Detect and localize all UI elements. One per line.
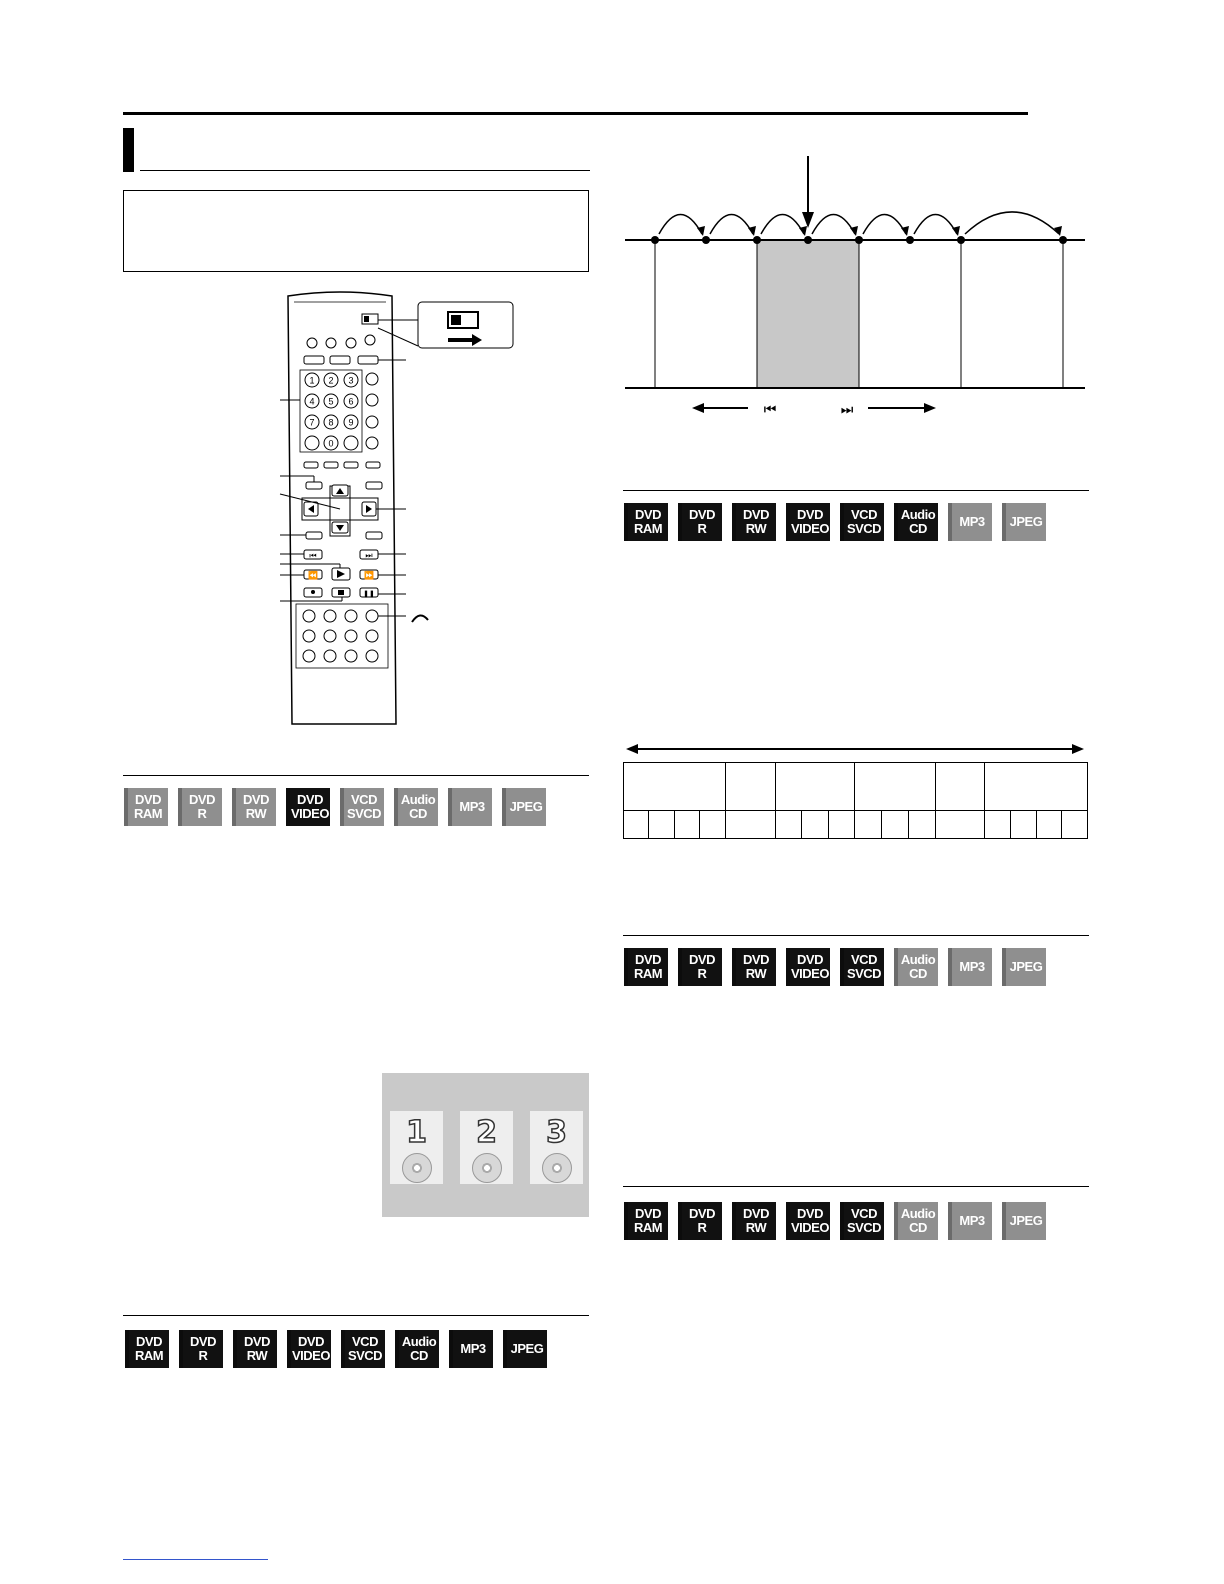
badge-label: R bbox=[197, 806, 207, 821]
skip-back-icon: ⏮ bbox=[763, 402, 777, 418]
function-button bbox=[303, 630, 315, 642]
function-button bbox=[303, 610, 315, 622]
badge-row-left-top bbox=[124, 788, 546, 826]
disc-card-2 bbox=[460, 1111, 513, 1184]
badge-label: VCD bbox=[851, 952, 877, 967]
skip-arc bbox=[812, 215, 855, 235]
badge-audio-cd bbox=[395, 1330, 439, 1368]
badge-label: RAM bbox=[633, 966, 663, 981]
badge-label: RW bbox=[745, 1220, 767, 1235]
chapter-cell bbox=[1062, 811, 1088, 839]
keypad-label: 0 bbox=[328, 438, 334, 449]
badge-label: CD bbox=[410, 1348, 428, 1363]
badge-label: MP3 bbox=[959, 959, 985, 974]
chapter-cell bbox=[1036, 811, 1062, 839]
structure-span-arrow bbox=[622, 740, 1088, 758]
badge-label: CD bbox=[909, 521, 927, 536]
badge-label: RAM bbox=[134, 1348, 164, 1363]
badge-label: JPEG bbox=[510, 1341, 544, 1356]
chapter-point bbox=[753, 236, 761, 244]
chapter-cell bbox=[828, 811, 855, 839]
keypad-button bbox=[344, 436, 358, 450]
chapter-cell bbox=[882, 811, 909, 839]
badge-dvd-r bbox=[678, 503, 722, 541]
badge-label: DVD bbox=[635, 1206, 661, 1221]
badge-audio-cd bbox=[394, 788, 438, 826]
badge-dvd-rw bbox=[732, 948, 776, 986]
chapter-cell bbox=[802, 811, 829, 839]
badge-label: DVD bbox=[689, 507, 715, 522]
pause-icon: ❚❚ bbox=[363, 590, 375, 598]
chapter-point bbox=[906, 236, 914, 244]
badge-dvd-rw bbox=[732, 503, 776, 541]
badge-audio-cd bbox=[894, 503, 938, 541]
badge-label: JPEG bbox=[1009, 959, 1043, 974]
badge-label: RW bbox=[246, 1348, 268, 1363]
chapter-cell bbox=[985, 811, 1011, 839]
badge-label: DVD bbox=[797, 952, 823, 967]
chapter-cell bbox=[674, 811, 699, 839]
badge-label: R bbox=[198, 1348, 208, 1363]
badge-label: DVD bbox=[743, 952, 769, 967]
badge-label: Audio bbox=[401, 1334, 437, 1349]
badge-label: VIDEO bbox=[791, 1220, 829, 1235]
badge-label: DVD bbox=[797, 1206, 823, 1221]
next-icon: ⏭ bbox=[365, 551, 373, 560]
function-button bbox=[303, 650, 315, 662]
skip-arc bbox=[863, 215, 906, 235]
function-button bbox=[366, 650, 378, 662]
badge-row-right-1 bbox=[624, 503, 1046, 541]
badge-label: MP3 bbox=[460, 1341, 486, 1356]
badge-label: JPEG bbox=[1009, 1213, 1043, 1228]
badge-dvd-rw bbox=[233, 1330, 277, 1368]
right-divider-1 bbox=[623, 490, 1089, 491]
badge-dvd-video bbox=[287, 1330, 331, 1368]
keypad-label: 7 bbox=[309, 417, 315, 428]
badge-dvd-ram bbox=[624, 503, 668, 541]
badge-label: SVCD bbox=[846, 1220, 882, 1235]
badge-dvd-r bbox=[179, 1330, 223, 1368]
skip-arc bbox=[761, 215, 804, 235]
skip-arc bbox=[965, 212, 1059, 234]
badge-row-right-3 bbox=[624, 1202, 1046, 1240]
function-button bbox=[345, 650, 357, 662]
badge-label: RW bbox=[745, 521, 767, 536]
chapter-cell bbox=[725, 811, 775, 839]
badge-label: Audio bbox=[900, 952, 936, 967]
keypad-label: 8 bbox=[328, 417, 334, 428]
chapter-cell bbox=[700, 811, 725, 839]
badge-vcd-svcd bbox=[840, 948, 884, 986]
keypad-label: 4 bbox=[309, 396, 315, 407]
section-heading-rule bbox=[140, 170, 590, 171]
disc-number: 3 bbox=[546, 1115, 567, 1150]
badge-vcd-svcd bbox=[840, 1202, 884, 1240]
badge-vcd-svcd bbox=[341, 1330, 385, 1368]
badge-label: DVD bbox=[797, 507, 823, 522]
badge-jpeg bbox=[503, 1330, 547, 1368]
chapter-cell bbox=[909, 811, 936, 839]
badge-jpeg bbox=[1002, 1202, 1046, 1240]
fast-forward-icon: ⏩ bbox=[364, 571, 374, 580]
chapter-cell bbox=[624, 811, 649, 839]
chapter-skip-diagram bbox=[620, 150, 1090, 425]
keypad-label: 1 bbox=[309, 375, 315, 386]
badge-label: DVD bbox=[743, 1206, 769, 1221]
badge-label: JPEG bbox=[509, 799, 543, 814]
badge-label: VIDEO bbox=[292, 1348, 330, 1363]
keypad-button bbox=[305, 436, 319, 450]
badge-label: VIDEO bbox=[291, 806, 329, 821]
badge-label: DVD bbox=[689, 952, 715, 967]
section-heading-marker bbox=[123, 128, 134, 172]
disc-card-1 bbox=[390, 1111, 443, 1184]
badge-label: DVD bbox=[136, 1334, 162, 1349]
chapter-cell bbox=[775, 811, 802, 839]
title-cell bbox=[985, 763, 1088, 811]
badge-label: MP3 bbox=[959, 514, 985, 529]
badge-label: SVCD bbox=[846, 966, 882, 981]
badge-dvd-r bbox=[678, 948, 722, 986]
title-cell bbox=[725, 763, 775, 811]
remote-control-illustration bbox=[270, 288, 520, 730]
chapter-point bbox=[651, 236, 659, 244]
chapter-cell bbox=[936, 811, 985, 839]
badge-label: JPEG bbox=[1009, 514, 1043, 529]
badge-jpeg bbox=[502, 788, 546, 826]
disc-number: 1 bbox=[406, 1115, 427, 1150]
record-icon bbox=[311, 590, 315, 594]
badge-label: RAM bbox=[633, 1220, 663, 1235]
badge-label: VCD bbox=[352, 1334, 378, 1349]
badge-label: CD bbox=[909, 966, 927, 981]
badge-label: DVD bbox=[135, 792, 161, 807]
badge-dvd-ram bbox=[624, 1202, 668, 1240]
badge-label: SVCD bbox=[346, 806, 382, 821]
disc-menu-panel bbox=[382, 1073, 589, 1217]
title-cell bbox=[855, 763, 936, 811]
keypad-label: 3 bbox=[348, 375, 354, 386]
badge-mp3 bbox=[948, 503, 992, 541]
badge-label: VCD bbox=[351, 792, 377, 807]
badge-dvd-video bbox=[786, 948, 830, 986]
badge-jpeg bbox=[1002, 948, 1046, 986]
function-button bbox=[324, 610, 336, 622]
chapter-cell bbox=[649, 811, 674, 839]
function-button bbox=[345, 630, 357, 642]
badge-label: VIDEO bbox=[791, 966, 829, 981]
badge-dvd-ram bbox=[624, 948, 668, 986]
badge-label: VCD bbox=[851, 507, 877, 522]
keypad-label: 5 bbox=[328, 396, 334, 407]
skip-forward-icon: ⏭ bbox=[840, 402, 854, 418]
skip-arc bbox=[914, 215, 957, 235]
badge-label: RW bbox=[745, 966, 767, 981]
chapter-point bbox=[1059, 236, 1067, 244]
disc-icon bbox=[472, 1153, 502, 1183]
badge-label: DVD bbox=[298, 1334, 324, 1349]
chapter-point bbox=[804, 236, 812, 244]
badge-label: DVD bbox=[244, 1334, 270, 1349]
previous-icon: ⏮ bbox=[309, 551, 317, 560]
badge-dvd-video bbox=[786, 503, 830, 541]
left-divider-2 bbox=[123, 1315, 589, 1316]
badge-label: Audio bbox=[900, 507, 936, 522]
instruction-box bbox=[123, 190, 589, 272]
function-button bbox=[366, 610, 378, 622]
badge-mp3 bbox=[948, 948, 992, 986]
function-button bbox=[324, 630, 336, 642]
badge-vcd-svcd bbox=[840, 503, 884, 541]
skip-arc bbox=[659, 215, 702, 235]
badge-label: R bbox=[697, 1220, 707, 1235]
title-cell bbox=[775, 763, 855, 811]
right-divider-3 bbox=[623, 1186, 1089, 1187]
footer-link-rule bbox=[123, 1559, 268, 1560]
badge-audio-cd bbox=[894, 1202, 938, 1240]
keypad-label: 2 bbox=[328, 375, 334, 386]
badge-label: R bbox=[697, 966, 707, 981]
badge-label: RAM bbox=[633, 521, 663, 536]
badge-dvd-video bbox=[286, 788, 330, 826]
badge-mp3 bbox=[448, 788, 492, 826]
chapter-point bbox=[855, 236, 863, 244]
title-cell bbox=[624, 763, 726, 811]
badge-dvd-ram bbox=[125, 1330, 169, 1368]
skip-back-curve-icon bbox=[412, 615, 428, 622]
chapter-cell bbox=[855, 811, 882, 839]
keypad-label: 9 bbox=[348, 417, 354, 428]
left-divider-1 bbox=[123, 775, 589, 776]
disc-icon bbox=[542, 1153, 572, 1183]
badge-label: DVD bbox=[297, 792, 323, 807]
badge-dvd-rw bbox=[732, 1202, 776, 1240]
badge-dvd-ram bbox=[124, 788, 168, 826]
title-cell bbox=[936, 763, 985, 811]
keypad-label: 6 bbox=[348, 396, 354, 407]
forward-arrow-icon bbox=[924, 403, 936, 413]
function-button bbox=[366, 630, 378, 642]
top-rule bbox=[123, 112, 1028, 115]
badge-label: Audio bbox=[400, 792, 436, 807]
badge-label: DVD bbox=[190, 1334, 216, 1349]
badge-label: DVD bbox=[689, 1206, 715, 1221]
badge-label: CD bbox=[409, 806, 427, 821]
disc-card-3 bbox=[530, 1111, 583, 1184]
chapter-point bbox=[957, 236, 965, 244]
badge-dvd-rw bbox=[232, 788, 276, 826]
badge-label: MP3 bbox=[459, 799, 485, 814]
function-button bbox=[345, 610, 357, 622]
badge-mp3 bbox=[449, 1330, 493, 1368]
badge-label: VCD bbox=[851, 1206, 877, 1221]
badge-label: CD bbox=[909, 1220, 927, 1235]
badge-label: DVD bbox=[189, 792, 215, 807]
badge-label: VIDEO bbox=[791, 521, 829, 536]
badge-label: MP3 bbox=[959, 1213, 985, 1228]
title-chapter-structure-table bbox=[623, 762, 1088, 839]
function-button bbox=[324, 650, 336, 662]
badge-mp3 bbox=[948, 1202, 992, 1240]
badge-label: DVD bbox=[635, 507, 661, 522]
badge-label: DVD bbox=[635, 952, 661, 967]
disc-number: 2 bbox=[476, 1115, 497, 1150]
badge-audio-cd bbox=[894, 948, 938, 986]
chapter-point bbox=[702, 236, 710, 244]
badge-label: DVD bbox=[743, 507, 769, 522]
badge-vcd-svcd bbox=[340, 788, 384, 826]
chapter-cell bbox=[1010, 811, 1036, 839]
skip-arc bbox=[710, 215, 753, 235]
badge-row-right-2 bbox=[624, 948, 1046, 986]
rewind-icon: ⏪ bbox=[308, 571, 318, 580]
badge-label: Audio bbox=[900, 1206, 936, 1221]
badge-label: SVCD bbox=[846, 521, 882, 536]
badge-label: SVCD bbox=[347, 1348, 383, 1363]
badge-label: DVD bbox=[243, 792, 269, 807]
back-arrow-icon bbox=[692, 403, 704, 413]
disc-icon bbox=[402, 1153, 432, 1183]
current-section-shading bbox=[757, 240, 859, 388]
badge-row-left-bottom bbox=[125, 1330, 547, 1368]
badge-label: RAM bbox=[133, 806, 163, 821]
badge-dvd-video bbox=[786, 1202, 830, 1240]
badge-jpeg bbox=[1002, 503, 1046, 541]
badge-label: R bbox=[697, 521, 707, 536]
badge-label: RW bbox=[245, 806, 267, 821]
right-divider-2 bbox=[623, 935, 1089, 936]
badge-dvd-r bbox=[178, 788, 222, 826]
badge-dvd-r bbox=[678, 1202, 722, 1240]
stop-icon bbox=[338, 590, 344, 595]
